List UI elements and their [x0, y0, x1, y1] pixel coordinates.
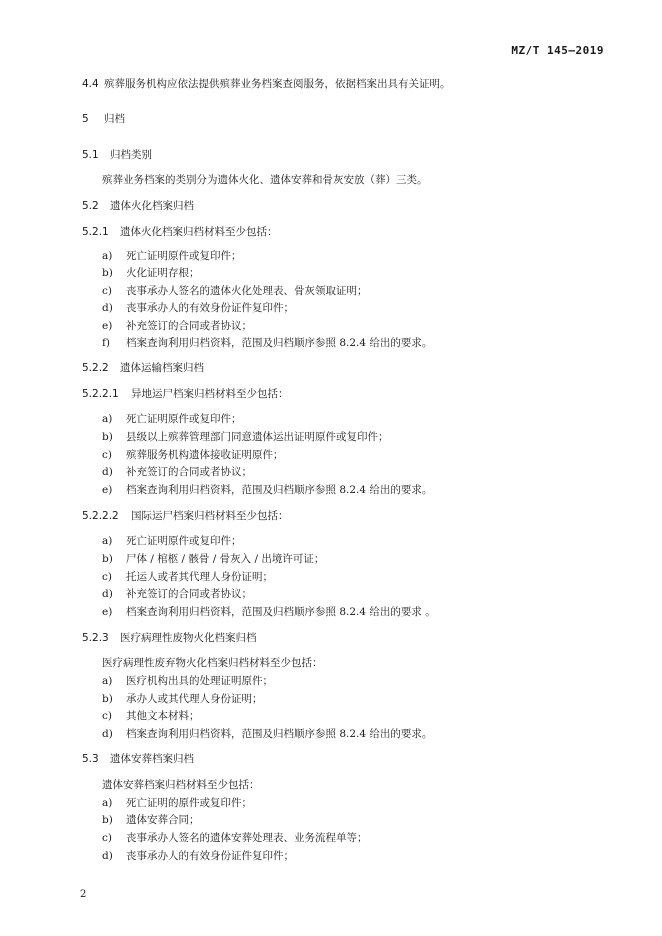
- section-title: 国际运尸档案归档材料至少包括：: [131, 510, 289, 522]
- list-item: b) 尸体 / 棺柩 / 骸骨 / 骨灰入 / 出境许可证；: [102, 553, 325, 565]
- section-5-heading: [0, 111, 662, 127]
- list-item: d) 补充签订的合同或者协议；: [102, 466, 252, 478]
- list-item: c) 其他文本材料；: [102, 710, 200, 722]
- section-number: 5.2.2.2: [82, 510, 119, 522]
- section-5-2-3-intro: [0, 655, 662, 671]
- section-number: 5.2.2: [82, 362, 109, 374]
- document-code: MZ/T 145—2019: [511, 44, 604, 57]
- section-5-1-text: [0, 172, 662, 188]
- list-item: e) 档案查询利用归档资料，范围及归档顺序参照 8.2.4 给出的要求 。: [102, 606, 436, 618]
- section-number: 5.2.1: [82, 226, 109, 238]
- list-item: a) 死亡证明原件或复印件；: [102, 250, 242, 262]
- paragraph: 医疗病理性废弃物火化档案归档材料至少包括：: [102, 657, 323, 669]
- section-5-2-2-2-heading: [0, 508, 662, 524]
- list-item: b) 遗体安葬合同；: [102, 814, 200, 826]
- list-item: c) 殡葬服务机构遗体接收证明原件；: [102, 449, 284, 461]
- list-item: b) 县级以上殡葬管理部门同意遗体运出证明原件或复印件；: [102, 431, 389, 443]
- section-number: 5: [82, 113, 89, 125]
- section-5-1-heading: [0, 147, 662, 163]
- list-item: d) 丧事承办人的有效身份证件复印件；: [102, 302, 294, 314]
- clause-number: 4.4: [82, 78, 99, 90]
- list-item: a) 医疗机构出具的处理证明原件；: [102, 675, 273, 687]
- section-5-2-heading: [0, 198, 662, 214]
- section-title: 医疗病理性废物火化档案归档: [120, 632, 257, 644]
- clause-text: 殡葬服务机构应依法提供殡葬业务档案查阅服务，依据档案出具有关证明。: [104, 78, 451, 90]
- list-item: a) 死亡证明原件或复印件；: [102, 413, 242, 425]
- section-title: 异地运尸档案归档材料至少包括：: [131, 388, 289, 400]
- section-5-2-2-1-heading: [0, 386, 662, 402]
- section-5-2-3-heading: [0, 630, 662, 646]
- list-item: e) 档案查询利用归档资料，范围及归档顺序参照 8.2.4 给出的要求。: [102, 484, 433, 496]
- section-5-2-2-heading: [0, 360, 662, 376]
- list-item: b) 火化证明存根；: [102, 267, 200, 279]
- section-number: 5.3: [82, 753, 99, 765]
- list-item: c) 丧事承办人签名的遗体火化处理表、骨灰领取证明；: [102, 285, 368, 297]
- section-title: 遗体火化档案归档: [110, 200, 194, 212]
- page-number: 2: [80, 889, 87, 900]
- section-title: 遗体运输档案归档: [120, 362, 204, 374]
- section-5-3-intro: [0, 777, 662, 793]
- list-item: e) 补充签订的合同或者协议；: [102, 320, 252, 332]
- section-title: 归档类别: [110, 149, 152, 161]
- list-item: f) 档案查询利用归档资料，范围及归档顺序参照 8.2.4 给出的要求。: [102, 337, 433, 349]
- list-item: a) 死亡证明原件或复印件；: [102, 535, 242, 547]
- section-number: 5.2: [82, 200, 99, 212]
- list-item: a) 死亡证明的原件或复印件；: [102, 797, 252, 809]
- section-5-3-heading: [0, 751, 662, 767]
- list-item: d) 丧事承办人的有效身份证件复印件；: [102, 850, 294, 862]
- list-item: c) 丧事承办人签名的遗体安葬处理表、业务流程单等；: [102, 832, 368, 844]
- section-number: 5.2.3: [82, 632, 109, 644]
- paragraph: 殡葬业务档案的类别分为遗体火化、遗体安葬和骨灰安放（葬）三类。: [102, 174, 428, 186]
- section-5-2-1-heading: [0, 224, 662, 240]
- section-title: 遗体安葬档案归档: [110, 753, 194, 765]
- section-number: 5.1: [82, 149, 99, 161]
- section-title: 归档: [104, 113, 125, 125]
- section-number: 5.2.2.1: [82, 388, 119, 400]
- list-item: d) 档案查询利用归档资料，范围及归档顺序参照 8.2.4 给出的要求。: [102, 728, 433, 740]
- list-item: b) 承办人或其代理人身份证明；: [102, 693, 263, 705]
- list-item: d) 补充签订的合同或者协议；: [102, 588, 252, 600]
- clause-4-4: [0, 76, 662, 92]
- paragraph: 遗体安葬档案归档材料至少包括：: [102, 779, 260, 791]
- list-item: c) 托运人或者其代理人身份证明；: [102, 571, 273, 583]
- section-title: 遗体火化档案归档材料至少包括：: [120, 226, 278, 238]
